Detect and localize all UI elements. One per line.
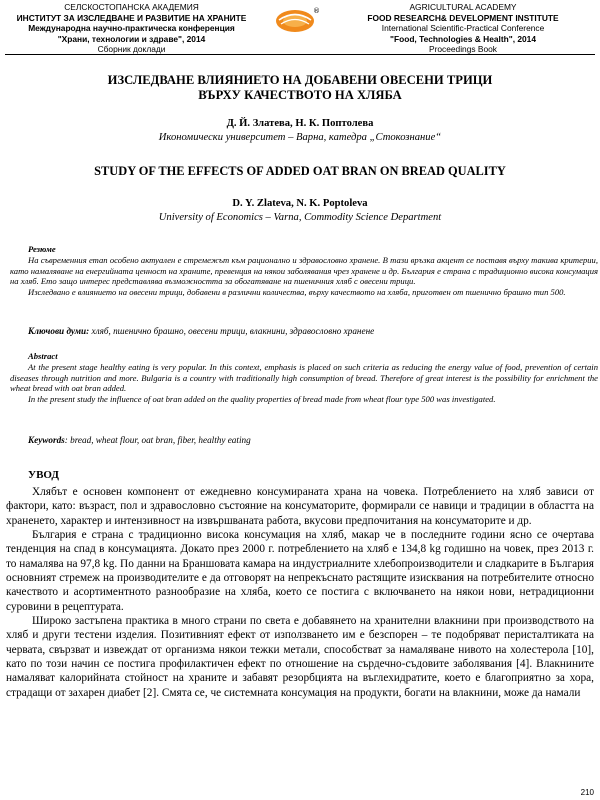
header-proceedings-en: Proceedings Book — [429, 44, 497, 55]
authors-bg: Д. Й. Златева, Н. К. Поптолева — [226, 118, 374, 129]
paper-title-bg — [20, 73, 580, 103]
keywords-en-label: Keywords — [28, 435, 65, 445]
header-institute-en: FOOD RESEARCH& DEVELOPMENT INSTITUTE — [367, 12, 559, 23]
conference-header — [0, 2, 600, 54]
abstract-en-paragraph: In the present study the influence of oat bran added on the quality properties of bread made from wheat flour type 500 was investigated. — [28, 394, 496, 405]
header-academy-bg: СЕЛСКОСТОПАНСКА АКАДЕМИЯ — [64, 2, 199, 12]
abstract-bg — [10, 244, 598, 298]
keywords-en — [28, 435, 598, 445]
header-conference-title-bg: "Храни, технологии и здраве", 2014 — [57, 33, 206, 44]
section-heading-introduction: УВОД — [28, 469, 59, 481]
abstract-en-paragraph: At the present stage healthy eating is very popular. In this context, emphasis is placed on such criteria as reducing the energy value of food, prevention of certain diseases through nutrition and more. Bulgaria is a country with traditionally high consumption of bread. Therefore of great interest is the possibility for enrichment the wheat bread with oat bran added. — [10, 361, 598, 394]
abstract-bg-heading: Резюме — [28, 244, 56, 254]
registered-mark: ® — [313, 7, 320, 15]
keywords-bg — [28, 326, 598, 336]
paper-title-en: STUDY OF THE EFFECTS OF ADDED OAT BRAN ON BREAD QUALITY — [94, 164, 506, 178]
abstract-en — [10, 351, 598, 405]
header-conference-title-en: "Food, Technologies & Health", 2014 — [390, 33, 536, 44]
affiliation-en: University of Economics – Varna, Commodity Science Department — [158, 212, 442, 223]
keywords-bg-label: Ключови думи: — [28, 326, 90, 336]
page-number: 210 — [580, 788, 594, 797]
header-academy-en: AGRICULTURAL ACADEMY — [409, 2, 517, 12]
header-right-en — [330, 2, 596, 55]
abstract-bg-paragraph: Изследвано е влиянието на овесени трици, добавени в различни количества, върху качеството на хляба, приготвен от пшенично брашно тип 500. — [28, 287, 566, 298]
body-paragraph: Хлябът е основен компонент от ежедневно консумираната храна на човека. Потреблението на хляб зависи от фактори, като: възраст, пол и здравословно състояние на консуматорите, формирали се навици и традиции в областта на храненето, характер и интензивност на извършваната работа, вкусови предпочитания на консуматорите и др. — [6, 486, 594, 527]
paper-title-bg-line2: ВЪРХУ КАЧЕСТВОТО НА ХЛЯБА — [198, 88, 402, 102]
authors-en: D. Y. Zlateva, N. K. Poptoleva — [232, 198, 368, 209]
body-paragraph: България е страна с традиционно висока консумация на хляб, макар че в последните години ясно се очертава тенденция на спад в консумацията. Докато през 2000 г. потреблението на хляб е 134,8 kg годишно на човек, през 2013 г. то намалява на 97,8 kg. По данни на Браншовата камара на индустриалните хлебопроизводители и сладкарите в България основният стремеж на производителите е да отговорят на непрекъснато растящите изисквания на потребителите относно качеството и асортиментното разнообразие на хляба, което се постига с включването на някои нови, нетрадиционни суровини в рецептурата. — [6, 529, 594, 613]
abstract-bg-paragraph: На съвременния етап особено актуален е стремежът към рационално и здравословно хранене. В тази връзка акцент се поставя върху такива критерии, като намаляване на енергийната ценност на храните, превенция на някои заболявания чрез хранене и др. България е страна с традиционно висока консумация на хляб. Ето защо интерес представлява възможността за обогатяване на пшеничния хляб с овесени трици. — [10, 254, 598, 287]
affiliation-bg: Икономически университет – Варна, катедра „Стокознание“ — [158, 132, 442, 143]
header-left-bg — [4, 2, 259, 55]
keywords-bg-list: хляб, пшенично брашно, овесени трици, влакнини, здравословно хранене — [89, 326, 375, 336]
header-institute-bg: ИНСТИТУТ ЗА ИЗСЛЕДВАНЕ И РАЗВИТИЕ НА ХРАНИТЕ — [16, 12, 247, 23]
header-conference-bg: Международна научно-практическа конференция — [28, 23, 235, 34]
institute-logo — [275, 5, 319, 35]
header-conference-en: International Scientific-Practical Conference — [381, 23, 545, 34]
header-proceedings-bg: Сборник доклади — [97, 44, 166, 55]
body-paragraph: Широко застъпена практика в много страни по света е добавянето на хранителни влакнини при производството на хляб и други тестени изделия. Позитивният ефект от използването им е безспорен – те подобряват перисталтиката на червата, свързват и извеждат от организма някои тежки метали, способстват за намаляване нивото на холестерола [10], като по този начин се постига профилактичен ефект по отношение на сърдечно-съдовите заболявания [4]. Влакнините намаляват калорийната стойност на храните и забавят резорбцията на въглехидратите, което е благоприятно за хора, страдащи от захарен диабет [2]. Смята се, че системната консумация на продукти, богати на влакнини, може да намали — [6, 615, 594, 699]
keywords-en-list: : bread, wheat flour, oat bran, fiber, healthy eating — [64, 435, 251, 445]
paper-title-bg-line1: ИЗСЛЕДВАНЕ ВЛИЯНИЕТО НА ДОБАВЕНИ ОВЕСЕНИ ТРИЦИ — [107, 73, 493, 87]
abstract-en-heading: Abstract — [28, 351, 58, 361]
body-text — [6, 485, 594, 700]
header-divider — [5, 54, 595, 55]
